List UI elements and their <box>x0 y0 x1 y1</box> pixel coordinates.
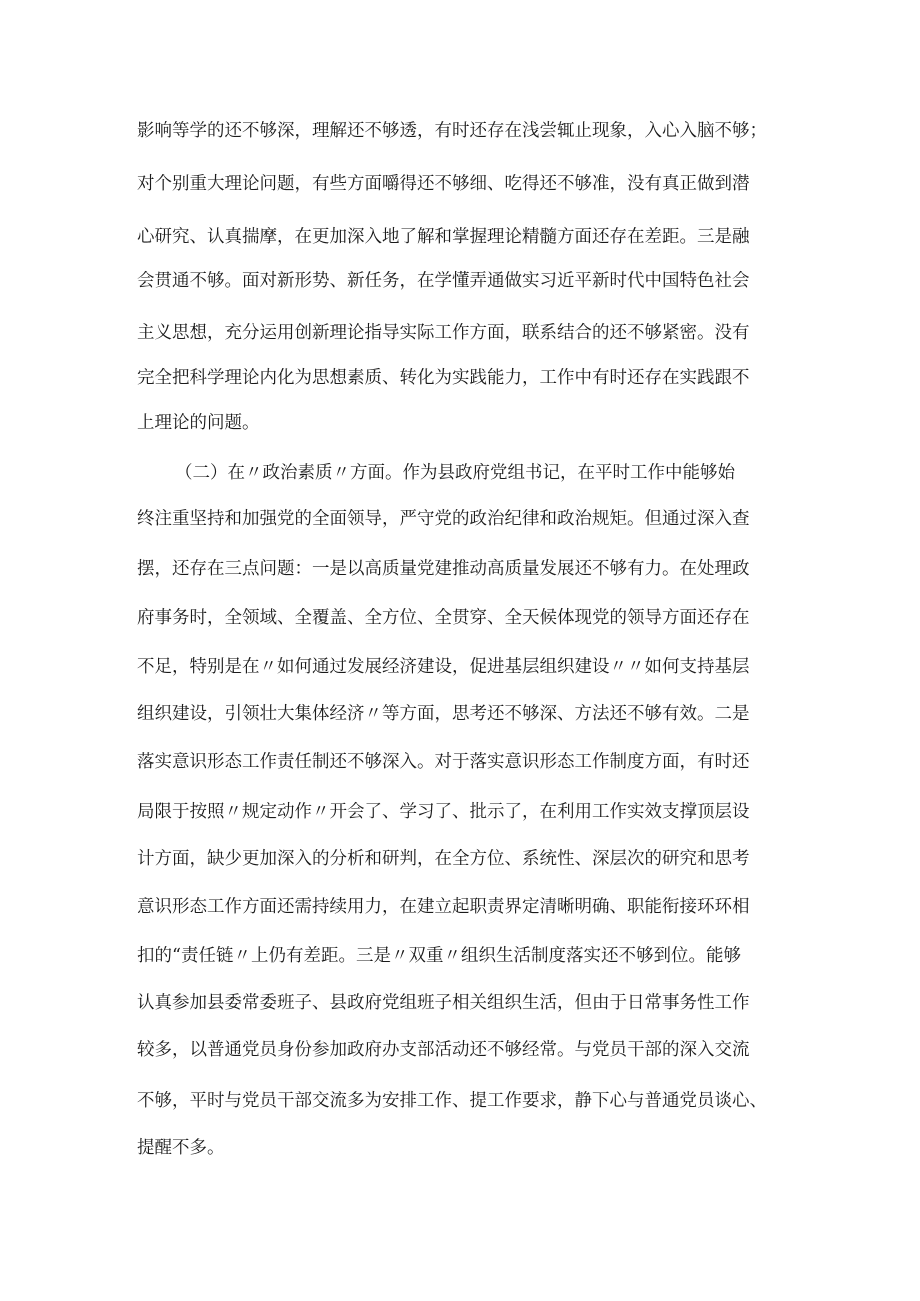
text-line-18: 扣的“责任链〃上仍有差距。三是〃双重〃组织生活制度落实还不够到位。能够 <box>137 946 741 966</box>
text-line-11: 府事务时，全领域、全覆盖、全方位、全贯穿、全天候体现党的领导方面还存在 <box>137 608 750 628</box>
text-line-5: 主义思想，充分运用创新理论指导实际工作方面，联系结合的还不够紧密。没有 <box>137 323 750 343</box>
text-line-4: 会贯通不够。面对新形势、新任务，在学懂弄通做实习近平新时代中国特色社会 <box>137 271 750 291</box>
text-line-16: 计方面，缺少更加深入的分析和研判，在全方位、系统性、深层次的研究和思考 <box>137 849 750 869</box>
text-line-6: 完全把科学理论内化为思想素质、转化为实践能力，工作中有时还存在实践跟不 <box>137 368 750 388</box>
text-line-20: 较多，以普通党员身份参加政府办支部活动还不够经常。与党员干部的深入交流 <box>137 1040 750 1060</box>
text-line-15: 局限于按照〃规定动作〃开会了、学习了、批示了，在利用工作实效支撑顶层设 <box>137 802 750 822</box>
text-line-3: 心研究、认真揣摩，在更加深入地了解和掌握理论精髓方面还存在差距。三是融 <box>137 227 750 247</box>
text-line-14: 落实意识形态工作责任制还不够深入。对于落实意识形态工作制度方面，有时还 <box>137 752 750 772</box>
text-line-22: 提醒不多。 <box>137 1138 225 1158</box>
text-line-12: 不足，特别是在〃如何通过发展经济建设，促进基层组织建设〃〃如何支持基层 <box>137 657 750 677</box>
text-line-2: 对个别重大理论问题，有些方面嚼得还不够细、吃得还不够准，没有真正做到潜 <box>137 174 750 194</box>
text-line-1: 影响等学的还不够深，理解还不够透，有时还存在浅尝辄止现象，入心入脑不够； <box>137 121 767 141</box>
text-line-13: 组织建设，引领壮大集体经济〃等方面，思考还不够深、方法还不够有效。二是 <box>137 704 750 724</box>
section-heading-political-quality: （二）在〃政治素质〃方面。作为县政府党组书记，在平时工作中能够始 <box>175 463 735 483</box>
text-line-19: 认真参加县委常委班子、县政府党组班子相关组织生活，但由于日常事务性工作 <box>137 993 750 1013</box>
text-line-9: 终注重坚持和加强党的全面领导，严守党的政治纪律和政治规矩。但通过深入查 <box>137 509 750 529</box>
text-line-21: 不够，平时与党员干部交流多为安排工作、提工作要求，静下心与普通党员谈心、 <box>137 1091 767 1111</box>
text-line-17: 意识形态工作方面还需持续用力，在建立起职责界定清晰明确、职能衔接环环相 <box>137 897 750 917</box>
text-line-10: 摆，还存在三点问题：一是以高质量党建推动高质量发展还不够有力。在处理政 <box>137 559 750 579</box>
text-line-7: 上理论的问题。 <box>137 413 260 433</box>
